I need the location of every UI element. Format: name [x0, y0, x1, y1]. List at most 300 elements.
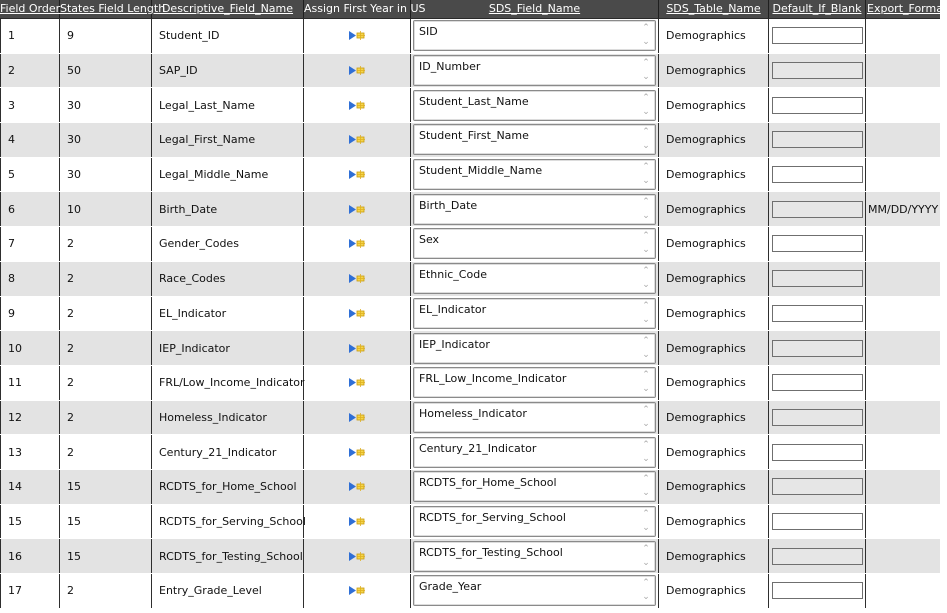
sds-field-name-cell	[411, 262, 659, 296]
sds-table-name-value: Demographics	[666, 549, 746, 563]
combo-spinner[interactable]	[640, 58, 652, 83]
play-arrow-sparkle-icon[interactable]	[348, 30, 366, 41]
sds-table-name-cell	[659, 88, 769, 122]
field-length-value: 2	[67, 237, 74, 251]
table-row	[0, 366, 940, 401]
states-field-length-cell	[60, 574, 152, 608]
chevron-up-icon[interactable]: ⌃	[642, 439, 650, 450]
export-format-cell	[866, 54, 940, 88]
table-row	[0, 54, 940, 89]
field-length-value: 50	[67, 64, 81, 78]
chevron-down-icon[interactable]: ⌄	[642, 349, 650, 360]
sds-table-name-cell	[659, 123, 769, 157]
sds-field-name-cell	[411, 19, 659, 53]
sds-field-name-select[interactable]	[413, 541, 656, 572]
sds-field-name-select[interactable]	[413, 437, 656, 468]
sds-table-name-value: Demographics	[666, 341, 746, 355]
chevron-down-icon[interactable]: ⌄	[642, 210, 650, 221]
sds-field-name-value: Student_Last_Name	[419, 94, 529, 108]
combo-spinner[interactable]	[640, 266, 652, 291]
table-row	[0, 401, 940, 436]
chevron-down-icon[interactable]: ⌄	[642, 522, 650, 533]
sds-field-name-select[interactable]	[413, 298, 656, 329]
sds-field-name-value: Student_Middle_Name	[419, 164, 543, 178]
default-if-blank-cell	[769, 297, 866, 331]
default-if-blank-input[interactable]	[772, 548, 863, 565]
table-row	[0, 331, 940, 366]
combo-spinner[interactable]	[640, 197, 652, 222]
field-order-value: 16	[8, 549, 22, 563]
sds-table-name-cell	[659, 539, 769, 573]
descriptive-field-name-cell	[152, 54, 304, 88]
field-order-value: 9	[8, 306, 15, 320]
chevron-up-icon[interactable]: ⌃	[642, 404, 650, 415]
assign-first-year-cell	[304, 574, 411, 608]
sds-table-name-cell	[659, 297, 769, 331]
sds-field-name-cell	[411, 331, 659, 365]
field-order-cell	[0, 262, 60, 296]
sds-table-name-value: Demographics	[666, 272, 746, 286]
play-arrow-sparkle-icon[interactable]	[348, 65, 366, 76]
column-header-sds-table-name[interactable]: SDS_Table_Name	[659, 0, 769, 18]
assign-first-year-cell	[304, 192, 411, 226]
field-order-value: 14	[8, 480, 22, 494]
combo-spinner[interactable]	[640, 336, 652, 361]
play-arrow-sparkle-icon[interactable]	[348, 516, 366, 527]
combo-spinner[interactable]	[640, 162, 652, 187]
play-arrow-sparkle-icon[interactable]	[348, 447, 366, 458]
chevron-up-icon[interactable]: ⌃	[642, 474, 650, 485]
sds-field-name-select[interactable]	[413, 228, 656, 259]
sds-table-name-cell	[659, 470, 769, 504]
field-order-value: 6	[8, 202, 15, 216]
chevron-up-icon[interactable]: ⌃	[642, 508, 650, 519]
field-order-cell	[0, 19, 60, 53]
descriptive-field-name-value: Birth_Date	[159, 202, 218, 216]
field-order-cell	[0, 158, 60, 192]
chevron-up-icon[interactable]: ⌃	[642, 300, 650, 311]
export-format-cell	[866, 470, 940, 504]
default-if-blank-cell	[769, 192, 866, 226]
descriptive-field-name-cell	[152, 435, 304, 469]
table-row	[0, 470, 940, 505]
table-row	[0, 297, 940, 332]
sds-field-name-select[interactable]	[413, 124, 656, 155]
field-length-value: 2	[67, 410, 74, 424]
sds-table-name-cell	[659, 192, 769, 226]
sds-field-name-value: Homeless_Indicator	[419, 406, 527, 420]
play-arrow-sparkle-icon[interactable]	[348, 343, 366, 354]
export-format-cell	[866, 88, 940, 122]
sds-table-name-cell	[659, 262, 769, 296]
chevron-down-icon[interactable]: ⌄	[642, 176, 650, 187]
sds-field-name-value: FRL_Low_Income_Indicator	[419, 372, 567, 386]
default-if-blank-cell	[769, 19, 866, 53]
column-header-export-format[interactable]: Export_Format	[867, 2, 947, 15]
sds-table-name-cell	[659, 158, 769, 192]
descriptive-field-name-cell	[152, 505, 304, 539]
field-order-value: 11	[8, 376, 22, 390]
play-arrow-sparkle-icon[interactable]	[348, 551, 366, 562]
play-arrow-sparkle-icon[interactable]	[348, 308, 366, 319]
sds-table-name-value: Demographics	[666, 514, 746, 528]
assign-first-year-cell	[304, 470, 411, 504]
field-order-cell	[0, 192, 60, 226]
field-length-value: 2	[67, 341, 74, 355]
sds-table-name-value: Demographics	[666, 202, 746, 216]
chevron-down-icon[interactable]: ⌄	[642, 453, 650, 464]
field-length-value: 15	[67, 514, 81, 528]
table-row	[0, 227, 940, 262]
table-row	[0, 19, 940, 54]
chevron-down-icon[interactable]: ⌄	[642, 384, 650, 395]
field-length-value: 2	[67, 584, 74, 598]
field-length-value: 2	[67, 376, 74, 390]
export-format-cell	[866, 262, 940, 296]
field-order-value: 10	[8, 341, 22, 355]
combo-spinner[interactable]	[640, 370, 652, 395]
states-field-length-cell	[60, 435, 152, 469]
descriptive-field-name-cell	[152, 262, 304, 296]
assign-first-year-cell	[304, 19, 411, 53]
export-format-cell	[866, 539, 940, 573]
default-if-blank-input[interactable]	[772, 305, 863, 322]
descriptive-field-name-value: Legal_First_Name	[159, 133, 256, 147]
assign-first-year-cell	[304, 539, 411, 573]
table-row	[0, 539, 940, 574]
chevron-down-icon[interactable]: ⌄	[642, 592, 650, 603]
combo-spinner[interactable]	[640, 474, 652, 499]
field-length-value: 2	[67, 306, 74, 320]
field-order-value: 3	[8, 98, 15, 112]
field-order-value: 7	[8, 237, 15, 251]
field-order-cell	[0, 470, 60, 504]
chevron-down-icon[interactable]: ⌄	[642, 141, 650, 152]
combo-spinner[interactable]	[640, 509, 652, 534]
assign-first-year-cell	[304, 54, 411, 88]
sds-table-name-value: Demographics	[666, 237, 746, 251]
sds-table-name-cell	[659, 54, 769, 88]
field-length-value: 15	[67, 549, 81, 563]
field-order-cell	[0, 574, 60, 608]
field-order-value: 4	[8, 133, 15, 147]
descriptive-field-name-value: Entry_Grade_Level	[159, 584, 262, 598]
chevron-up-icon[interactable]: ⌃	[642, 196, 650, 207]
play-arrow-sparkle-icon[interactable]	[348, 134, 366, 145]
chevron-down-icon[interactable]: ⌄	[642, 280, 650, 291]
chevron-down-icon[interactable]: ⌄	[642, 314, 650, 325]
sds-field-name-select[interactable]	[413, 90, 656, 121]
table-row	[0, 123, 940, 158]
descriptive-field-name-value: Gender_Codes	[159, 237, 239, 251]
default-if-blank-input[interactable]	[772, 374, 863, 391]
chevron-up-icon[interactable]: ⌃	[642, 578, 650, 589]
field-length-value: 30	[67, 98, 81, 112]
chevron-down-icon[interactable]: ⌄	[642, 37, 650, 48]
descriptive-field-name-cell	[152, 366, 304, 400]
default-if-blank-cell	[769, 227, 866, 261]
chevron-down-icon[interactable]: ⌄	[642, 557, 650, 568]
chevron-down-icon[interactable]: ⌄	[642, 106, 650, 117]
column-header-default-if-blank[interactable]: Default_If_Blank	[769, 0, 866, 18]
field-order-cell	[0, 54, 60, 88]
combo-spinner[interactable]	[640, 301, 652, 326]
chevron-up-icon[interactable]: ⌃	[642, 266, 650, 277]
descriptive-field-name-value: Century_21_Indicator	[159, 445, 277, 459]
combo-spinner[interactable]	[640, 578, 652, 603]
sds-field-name-cell	[411, 435, 659, 469]
descriptive-field-name-value: RCDTS_for_Home_School	[159, 480, 297, 494]
field-order-cell	[0, 331, 60, 365]
descriptive-field-name-cell	[152, 19, 304, 53]
default-if-blank-cell	[769, 262, 866, 296]
export-format-cell	[866, 227, 940, 261]
default-if-blank-input[interactable]	[772, 131, 863, 148]
sds-table-name-value: Demographics	[666, 376, 746, 390]
field-length-value: 30	[67, 133, 81, 147]
play-arrow-sparkle-icon[interactable]	[348, 585, 366, 596]
chevron-down-icon[interactable]: ⌄	[642, 418, 650, 429]
default-if-blank-input[interactable]	[772, 201, 863, 218]
export-format-cell	[866, 505, 940, 539]
descriptive-field-name-cell	[152, 574, 304, 608]
sds-field-name-cell	[411, 158, 659, 192]
export-format-cell	[866, 366, 940, 400]
default-if-blank-input[interactable]	[772, 97, 863, 114]
default-if-blank-input[interactable]	[772, 166, 863, 183]
sds-table-name-cell	[659, 401, 769, 435]
sds-field-name-value: Sex	[419, 233, 440, 247]
sds-field-name-value: EL_Indicator	[419, 302, 487, 316]
play-arrow-sparkle-icon[interactable]	[348, 377, 366, 388]
chevron-up-icon[interactable]: ⌃	[642, 23, 650, 34]
field-order-cell	[0, 539, 60, 573]
grid-header	[0, 0, 947, 19]
table-row	[0, 88, 940, 123]
play-arrow-sparkle-icon[interactable]	[348, 100, 366, 111]
assign-first-year-cell	[304, 435, 411, 469]
sds-field-name-value: Grade_Year	[419, 580, 482, 594]
play-arrow-sparkle-icon[interactable]	[348, 204, 366, 215]
descriptive-field-name-cell	[152, 470, 304, 504]
chevron-up-icon[interactable]: ⌃	[642, 127, 650, 138]
export-format-cell	[866, 401, 940, 435]
descriptive-field-name-value: Race_Codes	[159, 272, 226, 286]
sds-field-name-cell	[411, 192, 659, 226]
column-header-states-field-length[interactable]: States Field Length	[60, 0, 152, 18]
descriptive-field-name-cell	[152, 297, 304, 331]
play-arrow-sparkle-icon[interactable]	[348, 481, 366, 492]
sds-table-name-value: Demographics	[666, 29, 746, 43]
sds-table-name-cell	[659, 331, 769, 365]
field-order-value: 8	[8, 272, 15, 286]
states-field-length-cell	[60, 539, 152, 573]
table-row	[0, 192, 940, 227]
default-if-blank-input[interactable]	[772, 27, 863, 44]
sds-field-name-cell	[411, 401, 659, 435]
field-order-value: 13	[8, 445, 22, 459]
sds-field-name-select[interactable]	[413, 55, 656, 86]
sds-table-name-value: Demographics	[666, 168, 746, 182]
table-row	[0, 574, 940, 609]
descriptive-field-name-value: RCDTS_for_Serving_School	[159, 514, 306, 528]
sds-table-name-value: Demographics	[666, 410, 746, 424]
export-format-cell	[866, 192, 940, 226]
field-order-cell	[0, 366, 60, 400]
sds-table-name-cell	[659, 366, 769, 400]
sds-field-name-cell	[411, 539, 659, 573]
default-if-blank-input[interactable]	[772, 513, 863, 530]
states-field-length-cell	[60, 262, 152, 296]
combo-spinner[interactable]	[640, 127, 652, 152]
sds-table-name-value: Demographics	[666, 306, 746, 320]
field-order-cell	[0, 401, 60, 435]
field-order-value: 12	[8, 410, 22, 424]
sds-field-name-select[interactable]	[413, 159, 656, 190]
chevron-up-icon[interactable]: ⌃	[642, 58, 650, 69]
default-if-blank-input[interactable]	[772, 444, 863, 461]
states-field-length-cell	[60, 297, 152, 331]
states-field-length-cell	[60, 227, 152, 261]
combo-spinner[interactable]	[640, 23, 652, 48]
descriptive-field-name-value: Legal_Last_Name	[159, 98, 255, 112]
table-row	[0, 435, 940, 470]
sds-field-name-select[interactable]	[413, 194, 656, 225]
default-if-blank-cell	[769, 88, 866, 122]
default-if-blank-input[interactable]	[772, 478, 863, 495]
descriptive-field-name-cell	[152, 401, 304, 435]
sds-field-name-select[interactable]	[413, 471, 656, 502]
grid-body	[0, 19, 940, 609]
default-if-blank-cell	[769, 331, 866, 365]
chevron-down-icon[interactable]: ⌄	[642, 245, 650, 256]
states-field-length-cell	[60, 54, 152, 88]
sds-field-name-value: SID	[419, 25, 438, 39]
sds-field-name-select[interactable]	[413, 402, 656, 433]
sds-field-name-select[interactable]	[413, 367, 656, 398]
states-field-length-cell	[60, 123, 152, 157]
field-order-cell	[0, 505, 60, 539]
field-order-cell	[0, 88, 60, 122]
sds-field-name-value: Century_21_Indicator	[419, 441, 537, 455]
sds-field-name-select[interactable]	[413, 20, 656, 51]
default-if-blank-cell	[769, 539, 866, 573]
table-row	[0, 505, 940, 540]
default-if-blank-cell	[769, 470, 866, 504]
default-if-blank-cell	[769, 123, 866, 157]
export-format-cell	[866, 297, 940, 331]
states-field-length-cell	[60, 401, 152, 435]
descriptive-field-name-cell	[152, 227, 304, 261]
combo-spinner[interactable]	[640, 544, 652, 569]
default-if-blank-cell	[769, 54, 866, 88]
combo-spinner[interactable]	[640, 440, 652, 465]
export-format-value: MM/DD/YYYY	[868, 202, 939, 216]
chevron-up-icon[interactable]: ⌃	[642, 162, 650, 173]
field-length-value: 15	[67, 480, 81, 494]
combo-spinner[interactable]	[640, 93, 652, 118]
states-field-length-cell	[60, 19, 152, 53]
sds-field-name-cell	[411, 88, 659, 122]
play-arrow-sparkle-icon[interactable]	[348, 273, 366, 284]
assign-first-year-cell	[304, 505, 411, 539]
chevron-up-icon[interactable]: ⌃	[642, 370, 650, 381]
chevron-up-icon[interactable]: ⌃	[642, 92, 650, 103]
sds-field-name-value: IEP_Indicator	[419, 337, 490, 351]
states-field-length-cell	[60, 505, 152, 539]
descriptive-field-name-cell	[152, 158, 304, 192]
sds-field-name-cell	[411, 297, 659, 331]
sds-field-name-select[interactable]	[413, 506, 656, 537]
sds-field-name-cell	[411, 227, 659, 261]
chevron-up-icon[interactable]: ⌃	[642, 543, 650, 554]
sds-table-name-cell	[659, 505, 769, 539]
chevron-down-icon[interactable]: ⌄	[642, 488, 650, 499]
assign-first-year-cell	[304, 401, 411, 435]
default-if-blank-input[interactable]	[772, 62, 863, 79]
export-format-cell	[866, 435, 940, 469]
default-if-blank-input[interactable]	[772, 235, 863, 252]
sds-field-name-value: Birth_Date	[419, 198, 478, 212]
field-length-value: 9	[67, 29, 74, 43]
column-header-sds-field-name[interactable]: SDS_Field_Name	[411, 0, 659, 18]
default-if-blank-cell	[769, 505, 866, 539]
states-field-length-cell	[60, 366, 152, 400]
chevron-up-icon[interactable]: ⌃	[642, 231, 650, 242]
descriptive-field-name-cell	[152, 331, 304, 365]
default-if-blank-cell	[769, 158, 866, 192]
chevron-up-icon[interactable]: ⌃	[642, 335, 650, 346]
sds-table-name-cell	[659, 19, 769, 53]
column-header-field-order[interactable]: Field Order	[0, 0, 60, 18]
assign-first-year-cell	[304, 366, 411, 400]
sds-field-name-cell	[411, 54, 659, 88]
default-if-blank-input[interactable]	[772, 582, 863, 599]
sds-table-name-cell	[659, 435, 769, 469]
field-order-cell	[0, 435, 60, 469]
export-format-cell	[866, 123, 940, 157]
combo-spinner[interactable]	[640, 231, 652, 256]
play-arrow-sparkle-icon[interactable]	[348, 169, 366, 180]
play-arrow-sparkle-icon[interactable]	[348, 238, 366, 249]
sds-field-name-value: RCDTS_for_Home_School	[419, 476, 557, 490]
field-order-cell	[0, 297, 60, 331]
sds-field-name-select[interactable]	[413, 263, 656, 294]
default-if-blank-input[interactable]	[772, 340, 863, 357]
sds-field-name-value: Student_First_Name	[419, 129, 529, 143]
descriptive-field-name-value: IEP_Indicator	[159, 341, 230, 355]
sds-field-name-select[interactable]	[413, 575, 656, 606]
default-if-blank-input[interactable]	[772, 270, 863, 287]
sds-field-name-select[interactable]	[413, 333, 656, 364]
chevron-down-icon[interactable]: ⌄	[642, 72, 650, 83]
descriptive-field-name-value: Legal_Middle_Name	[159, 168, 269, 182]
column-header-descriptive-field-name[interactable]: Descriptive_Field_Name	[152, 0, 304, 18]
default-if-blank-input[interactable]	[772, 409, 863, 426]
sds-table-name-value: Demographics	[666, 64, 746, 78]
export-format-cell	[866, 331, 940, 365]
sds-field-name-cell	[411, 574, 659, 608]
sds-table-name-value: Demographics	[666, 584, 746, 598]
field-order-value: 2	[8, 64, 15, 78]
descriptive-field-name-cell	[152, 88, 304, 122]
states-field-length-cell	[60, 331, 152, 365]
assign-first-year-cell	[304, 262, 411, 296]
descriptive-field-name-value: SAP_ID	[159, 64, 198, 78]
assign-first-year-cell	[304, 123, 411, 157]
play-arrow-sparkle-icon[interactable]	[348, 412, 366, 423]
combo-spinner[interactable]	[640, 405, 652, 430]
